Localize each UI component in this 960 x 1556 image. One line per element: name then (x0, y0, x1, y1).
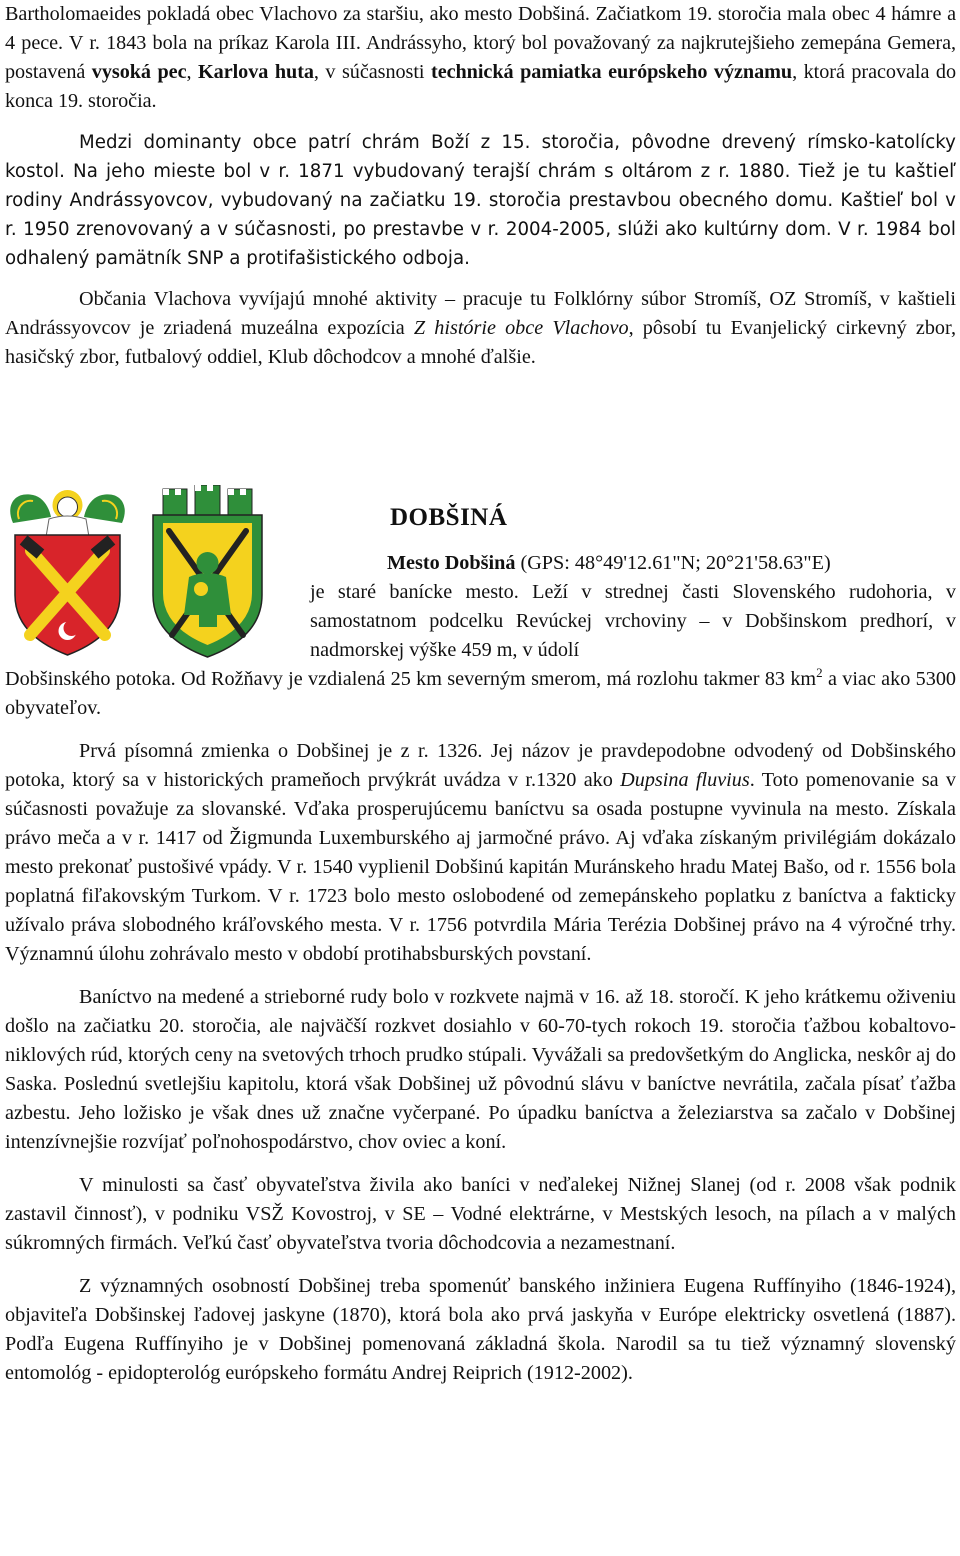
paragraph-first-mention: Prvá písomná zmienka o Dobšinej je z r. 1326. Jej názov je pravdepodobne odvodený od Dobšinského potoka, ktorý sa v historických prameňoch prvýkrát uvádza v r.1320 ako Dupsina fluvius. Toto pomenovanie sa v súčasnosti považuje za slovanské. Vďaka prosperujúcemu baníctvu sa osada postupne vyvinula na mesto. Získala právo meča a v r. 1417 od Žigmunda Luxemburského aj jarmočné právo. Aj vďaka získaným privilégiám dokázalo mesto prekonať pustošivé vpády. V r. 1540 vyplienil Dobšinú kapitán Muránskeho hradu Matej Bašo, od r. 1556 bola poplatná fiľakovským Turkom. V r. 1723 bolo mesto oslobodené od zemepánskeho poplatku z baníctva a fakticky užívalo práva slobodného kráľovského mesta. V r. 1756 potvrdila Mária Terézia Dobšinej právo na 4 výročné trhy. Významnú úlohu zohrávalo mesto v období protihabsburských povstaní. (5, 740, 956, 965)
paragraph-vlachovo-history: Bartholomaeides pokladá obec Vlachovo za staršiu, ako mesto Dobšiná. Začiatkom 19. storočia mala obec 4 hámre a 4 pece. V r. 1843 bola na príkaz Karola III. Andrássyho, ktorý bol považovaný za najkrutejšieho zemepána Gemera, postavená vysoká pec, Karlova huta, v súčasnosti technická pamiatka európskeho významu, ktorá pracovala do konca 19. storočia. (5, 3, 956, 112)
document-page (5, 0, 956, 372)
paragraph-dominants: Medzi dominanty obce patrí chrám Boží z 15. storočia, pôvodne drevený rímsko-katolícky kostol. Na jeho mieste bol v r. 1871 vybudovaný terajší chrám s oltárom z r. 1880. Tiež je tu kaštieľ rodiny Andrássyovcov, vybudovaný na začiatku 19. storočia prestavbou obecného domu. Kaštieľ bol v r. 1950 zrenovovaný a v súčasnosti, po prestavbe v r. 2004-2005, slúži ako kultúrny dom. V r. 1984 bol odhalený pamätník SNP a protifašistického odboja. (5, 132, 956, 269)
dobsina-section (5, 549, 956, 1388)
paragraph-population: V minulosti sa časť obyvateľstva živila ako baníci v neďalekej Nižnej Slanej (od r. 2008 však podnik zastavil činnosť), v podniku VSŽ Kovostroj, v SE – Vodné elektrárne, v Mestských lesoch, na pílach a v malých súkromných firmách. Veľkú časť obyvateľstva tvoria dôchodcovia a nezamestnaní. (5, 1174, 956, 1254)
paragraph-dobsina-lead: Mesto Dobšiná (GPS: 48°49'12.61"N; 20°21'58.63"E) (387, 552, 831, 574)
lead-text-line-1: (GPS: 48°49'12.61"N; 20°21'58.63"E) (515, 552, 831, 574)
paragraph-personalities: Z významných osobností Dobšinej treba spomenúť banského inžiniera Eugena Ruffínyiho (1846-1924), objaviteľa Dobšinskej ľadovej jaskyne (1870), ktorá bola ako prvá jaskyňa v Európe elektricky osvetlená (1887). Podľa Eugena Ruffínyiho je v Dobšinej pomenovaná základná škola. Narodil sa tu tiež významný slovenský entomológ - epidopterológ európskeho formátu Andrej Reiprich (1912-2002). (5, 1275, 956, 1384)
paragraph-dobsina-lead-body (310, 578, 956, 665)
lead-text-tail: Dobšinského potoka. Od Rožňavy je vzdialená 25 km severným smerom, má rozlohu takmer 83 km (5, 668, 817, 690)
paragraph-activities: Občania Vlachova vyvíjajú mnohé aktivity – pracuje tu Folklórny súbor Stromíš, OZ Stromíš, v kaštieli Andrássyovcov je zriadená muzeálna expozícia Z histórie obce Vlachovo, pôsobí tu Evanjelický cirkevný zbor, hasičský zbor, futbalový oddiel, Klub dôchodcov a mnohé ďalšie. (5, 288, 956, 368)
lead-text-wrapped: je staré banícke mesto. Leží v strednej časti Slovenského rudohoria, v samostatnom podcelku Revúckej vrchoviny – v Dobšinskom predhorí, v nadmorskej výške 459 m, v údolí (310, 581, 956, 661)
paragraph-mining: Baníctvo na medené a strieborné rudy bolo v rozkvete najmä v 16. až 18. storočí. K jeho krátkemu oživeniu došlo na začiatku 20. storočia, ale najväčší rozkvet dosiahlo v 60-70-tych rokoch 19. storočia ťažbou kobaltovo-niklových rúd, ktorých ceny na svetových trhoch prudko stúpali. Vyvážali sa predovšetkým do Anglicka, neskôr aj do Saska. Poslednú svetlejšiu kapitolu, ktorá však Dobšinej už pôvodnú slávu v baníctve nevrátila, začala písať ťažba azbestu. Jeho ložisko je však dnes už značne vyčerpané. Po úpadku baníctva a železiarstva sa začalo v Dobšinej intenzívnejšie rozvíjať poľnohospodárstvo, chov oviec a koní. (5, 986, 956, 1153)
section-title: DOBŠINÁ (390, 504, 508, 531)
paragraph-dobsina-lead-tail: Dobšinského potoka. Od Rožňavy je vzdialená 25 km severným smerom, má rozlohu takmer 83 $km^2$ a viac ako 5300 obyvateľov. (5, 665, 957, 719)
